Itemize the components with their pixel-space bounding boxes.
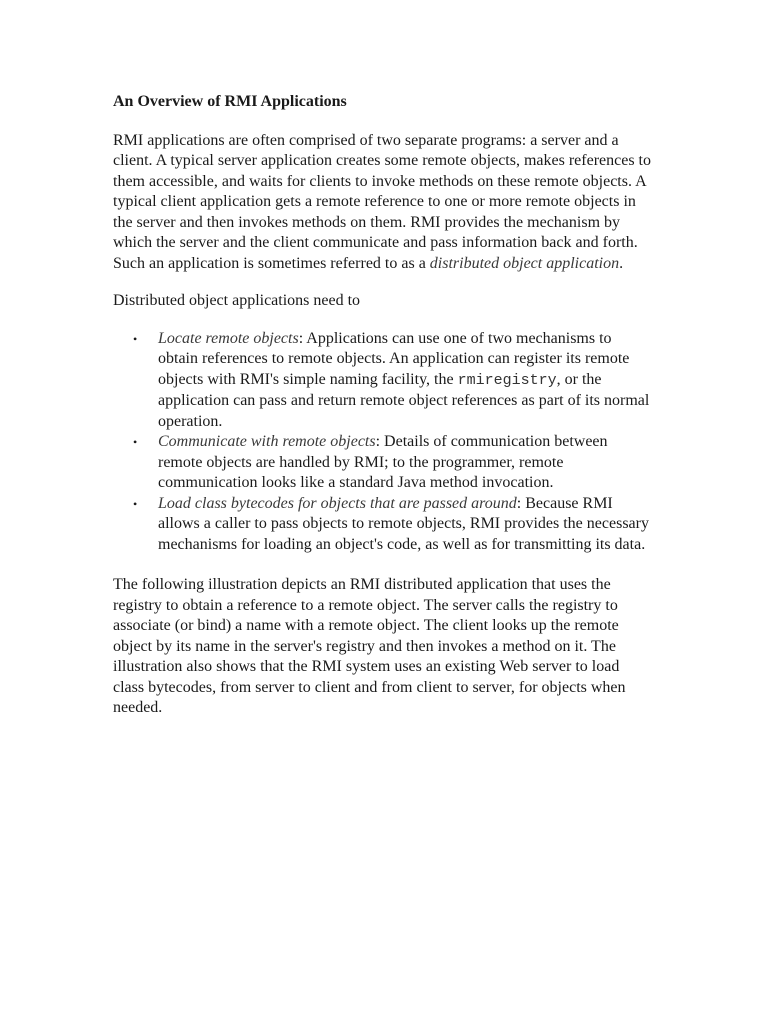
illustration-paragraph: The following illustration depicts an RMI distributed application that uses the registry to obtain a reference to a remote object. The server calls the registry to associate (or bind) a name with a remote object. The client looks up the remote object by its name in the server's registry and then invokes a method on it. The illustration also shows that the RMI system uses an existing Web server to load class bytecodes, from server to client and from client to server, for objects when needed. xyxy=(113,576,626,716)
list-item-term: Communicate with remote objects xyxy=(158,433,376,450)
list-item xyxy=(133,494,653,556)
intro-text: RMI applications are often comprised of two separate programs: a server and a client. A typical server application creates some remote objects, makes references to them accessible, and waits for clients to invoke methods on these remote objects. A typical client application gets a remote reference to one or more remote objects in the server and then invokes methods on them. RMI provides the mechanism by which the server and the client communicate and pass information back and forth. Such an application is sometimes referred to as a xyxy=(113,131,651,272)
list-item xyxy=(133,432,653,494)
list-item-text-end: , or the application can pass and return remote object references as part of its normal operation. xyxy=(158,370,650,430)
bullet-icon: • xyxy=(133,435,138,449)
requirements-list xyxy=(113,329,653,556)
list-item-term: Load class bytecodes for objects that are passed around xyxy=(158,494,517,512)
bullet-icon: • xyxy=(133,331,138,346)
document-title: An Overview of RMI Applications xyxy=(113,93,347,110)
list-item-text: : Details of communication between remote objects are handled by RMI; to the programmer, remote communication looks like a standard Java method invocation. xyxy=(158,433,608,491)
code-rmiregistry: rmiregistry xyxy=(457,371,557,389)
bullet-icon: • xyxy=(133,496,138,511)
list-item-text: : Applications can use one of two mechanisms to obtain references to remote objects. An application can register its remote objects with RMI's simple naming facility, the xyxy=(158,329,630,388)
needs-intro: Distributed object applications need to xyxy=(113,292,361,309)
list-item-text: : Because RMI allows a caller to pass objects to remote objects, RMI provides the necessary mechanisms for loading an object's code, as well as for transmitting its data. xyxy=(158,494,649,553)
intro-text-end: . xyxy=(619,254,624,272)
list-item-term: Locate remote objects xyxy=(158,329,299,347)
list-item xyxy=(133,329,653,433)
intro-paragraph xyxy=(113,131,653,275)
intro-term: distributed object application xyxy=(429,254,620,272)
document-content xyxy=(113,92,653,736)
